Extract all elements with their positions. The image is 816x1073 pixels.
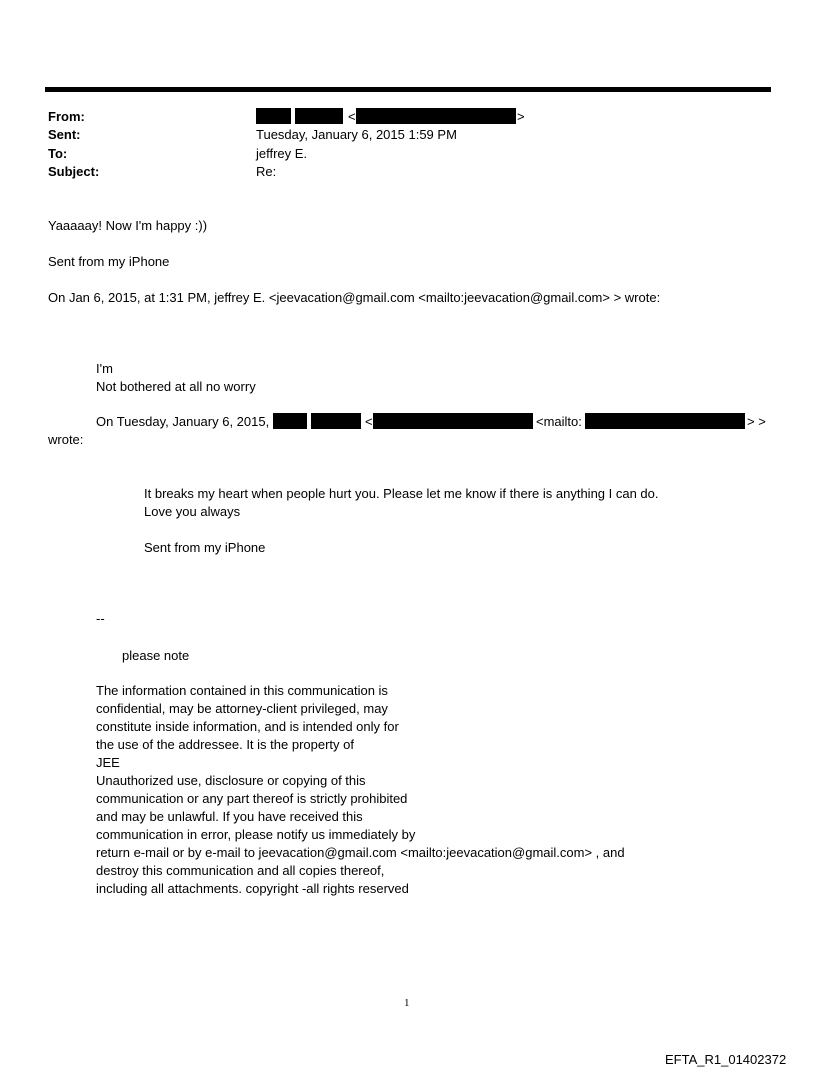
redaction-quote-name-1: [273, 413, 307, 429]
page-number: 1: [404, 997, 410, 1009]
body-reply-attribution: On Jan 6, 2015, at 1:31 PM, jeffrey E. <jeevacation@gmail.com <mailto:jeevacation@gmail.com> > wrote:: [48, 290, 661, 305]
disclaimer-line: return e-mail or by e-mail to jeevacation@gmail.com <mailto:jeevacation@gmail.com> , and: [96, 845, 625, 860]
sent-value: Tuesday, January 6, 2015 1:59 PM: [256, 127, 457, 142]
disclaimer-line: The information contained in this communication is: [96, 683, 388, 698]
quote1-attribution-lt: <: [365, 414, 373, 429]
redaction-quote-name-2: [311, 413, 361, 429]
from-open-bracket: <: [348, 109, 356, 124]
redaction-quote-mailto: [585, 413, 745, 429]
redaction-quote-email: [373, 413, 533, 429]
disclaimer-line: the use of the addressee. It is the property of: [96, 737, 354, 752]
redaction-from-email: [356, 108, 516, 124]
quote1-attribution-end: > >: [747, 414, 766, 429]
to-value: jeffrey E.: [256, 146, 308, 161]
disclaimer-line: and may be unlawful. If you have received this: [96, 809, 363, 824]
signature-dashes: --: [96, 611, 105, 626]
disclaimer-line: including all attachments. copyright -all rights reserved: [96, 881, 409, 896]
body-line-happy: Yaaaaay! Now I'm happy :)): [48, 218, 208, 233]
header-rule: [45, 87, 771, 92]
quote1-line-not-bothered: Not bothered at all no worry: [96, 379, 256, 394]
disclaimer-line: constitute inside information, and is intended only for: [96, 719, 399, 734]
from-close-bracket: >: [517, 109, 525, 124]
body-sent-from-iphone: Sent from my iPhone: [48, 254, 170, 269]
signature-please-note: please note: [122, 648, 190, 663]
quote1-wrote: wrote:: [48, 432, 84, 447]
from-label: From:: [48, 109, 85, 124]
subject-value: Re:: [256, 164, 277, 179]
disclaimer-line: confidential, may be attorney-client privileged, may: [96, 701, 388, 716]
redaction-from-name-1: [256, 108, 291, 124]
sent-label: Sent:: [48, 127, 81, 142]
quote2-line-love: Love you always: [144, 504, 241, 519]
quote2-line-heart: It breaks my heart when people hurt you. Please let me know if there is anything I can do.: [144, 486, 659, 501]
disclaimer-line: communication or any part thereof is strictly prohibited: [96, 791, 408, 806]
redaction-from-name-2: [295, 108, 343, 124]
bates-number: EFTA_R1_01402372: [665, 1052, 787, 1067]
disclaimer-line: JEE: [96, 755, 120, 770]
quote1-attribution-mailto: <mailto:: [536, 414, 582, 429]
to-label: To:: [48, 146, 68, 161]
quote1-line-im: I'm: [96, 361, 113, 376]
disclaimer-line: communication in error, please notify us immediately by: [96, 827, 416, 842]
disclaimer-line: destroy this communication and all copies thereof,: [96, 863, 385, 878]
quote1-attribution-start: On Tuesday, January 6, 2015,: [96, 414, 270, 429]
quote2-sent-from-iphone: Sent from my iPhone: [144, 540, 266, 555]
disclaimer-line: Unauthorized use, disclosure or copying of this: [96, 773, 366, 788]
subject-label: Subject:: [48, 164, 100, 179]
